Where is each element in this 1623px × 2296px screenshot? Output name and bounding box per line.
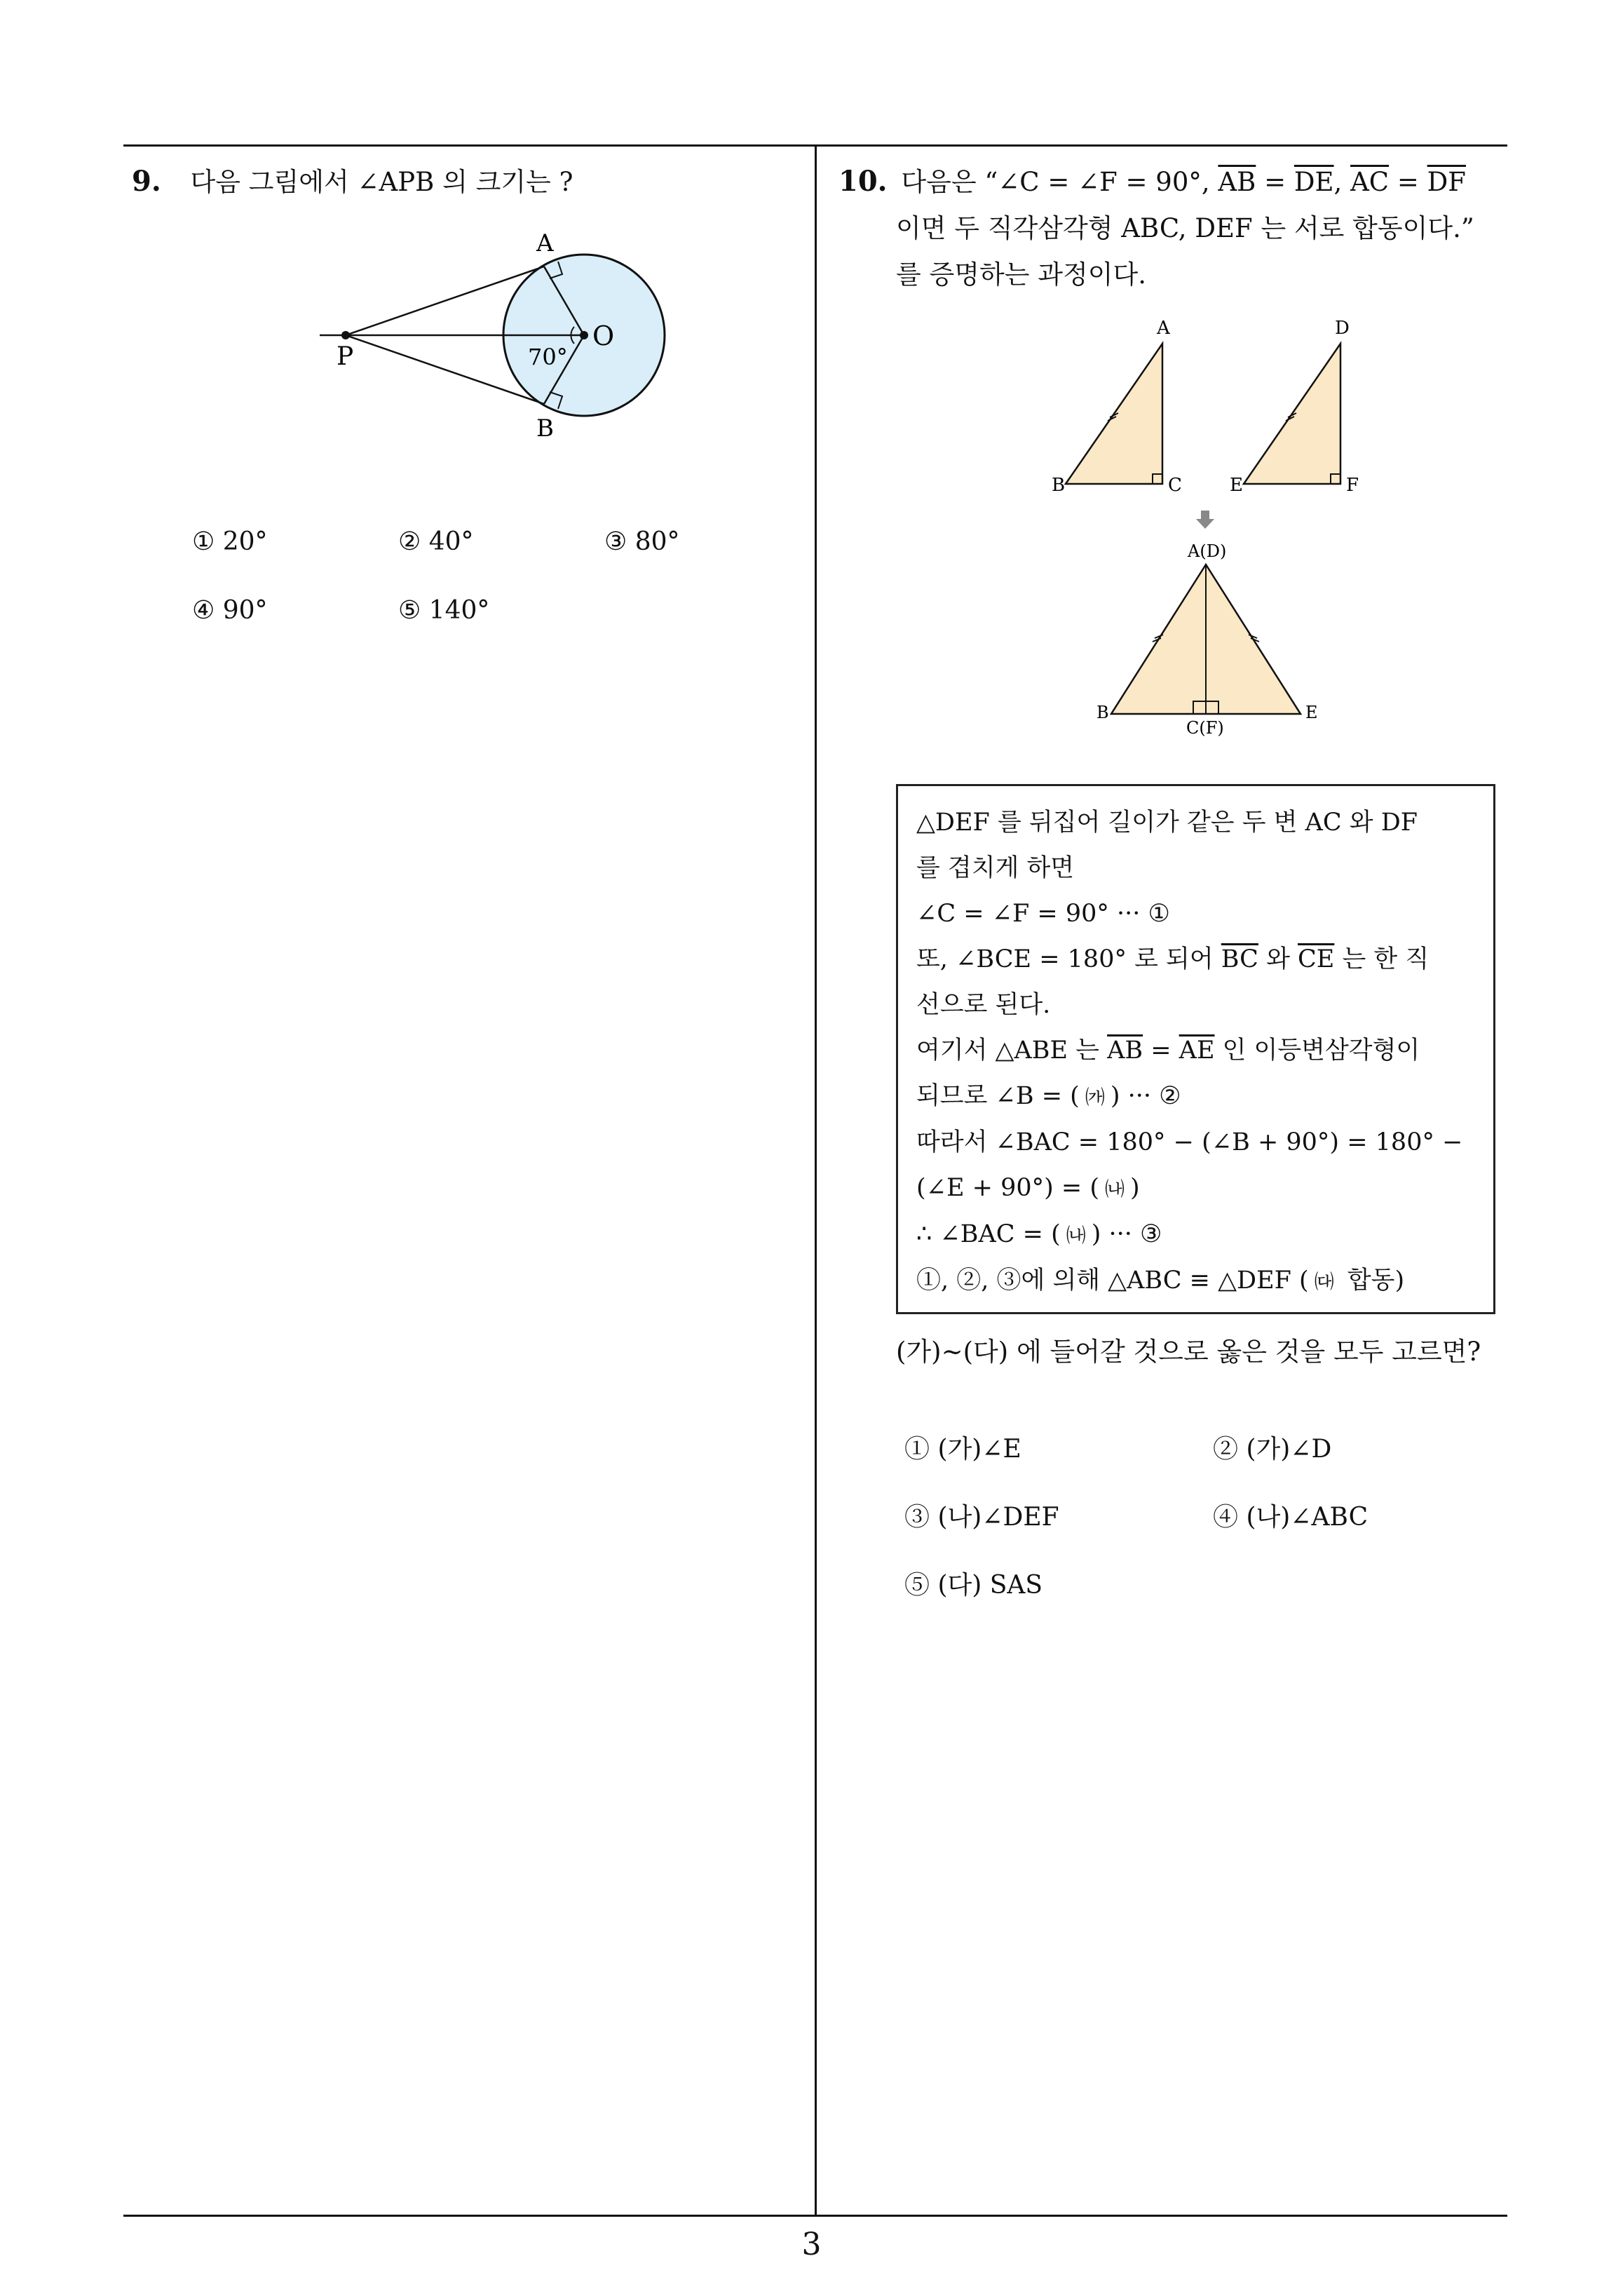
label-d: D — [1335, 318, 1350, 339]
stem-line-2: 이면 두 직각삼각형 ABC, DEF 는 서로 합동이다.” — [896, 213, 1474, 243]
choice-4[interactable]: ④ (나)∠ABC — [1213, 1503, 1369, 1532]
label-cf: C(F) — [1186, 718, 1224, 738]
proof-line-3: ∠C = ∠F = 90° ··· ① — [916, 900, 1170, 928]
label-a: A — [1157, 318, 1170, 339]
proof-line-1: △DEF 를 뒤집어 길이가 같은 두 변 AC 와 DF — [916, 809, 1418, 837]
proof-line-6 — [916, 1028, 1475, 1074]
choice-3[interactable]: ③ 80° — [604, 527, 680, 556]
question-10-prompt: (가)~(다) 에 들어갈 것으로 옳은 것을 모두 고르면? — [896, 1337, 1481, 1367]
proof-text: 인 이등변삼각형이 — [1214, 1036, 1420, 1065]
triangle-abc — [1066, 344, 1162, 484]
stem-line-3: 를 증명하는 과정이다. — [896, 259, 1146, 290]
label-p: P — [337, 342, 354, 371]
choice-4[interactable]: ④ 90° — [192, 596, 268, 625]
proof-text: = — [1143, 1036, 1179, 1065]
proof-text: ) ··· ② — [1110, 1082, 1181, 1110]
equals: = — [1389, 167, 1427, 197]
proof-text: ①, ②, ③에 의해 △ABC ≡ △DEF ( — [916, 1267, 1309, 1295]
segment-ac: $\overline{AC}$ — [1350, 167, 1390, 197]
question-10-stem — [838, 158, 1512, 298]
choice-5[interactable]: ⑤ (다) SAS — [904, 1571, 1043, 1600]
choice-2[interactable]: ② 40° — [398, 527, 474, 556]
segment-bc: $\overline{BC}$ — [1221, 945, 1258, 973]
segment-ab: $\overline{AB}$ — [1107, 1036, 1143, 1065]
blank-da: ㈐ — [1314, 1270, 1334, 1293]
bottom-rule — [123, 2215, 1507, 2217]
choice-5[interactable]: ⑤ 140° — [398, 596, 490, 625]
point-o — [580, 331, 588, 339]
blank-ga: ㈎ — [1085, 1086, 1105, 1109]
proof-line-10 — [916, 1212, 1475, 1258]
blank-na-2: ㈏ — [1066, 1224, 1086, 1247]
equals: = — [1256, 167, 1294, 197]
segment-ab: $\overline{AB}$ — [1218, 167, 1256, 197]
proof-text: 는 한 직 — [1334, 945, 1430, 973]
label-c: C — [1168, 475, 1182, 496]
column-divider — [815, 144, 817, 2217]
label-f: F — [1346, 475, 1359, 496]
page-number: 3 — [801, 2227, 822, 2262]
angle-label: 70° — [528, 344, 568, 370]
question-text: 다음 그림에서 ∠APB 의 크기는 ? — [190, 167, 573, 197]
proof-text: 또, ∠BCE = 180° 로 되어 — [916, 945, 1221, 973]
segment-df: $\overline{DF}$ — [1427, 167, 1466, 197]
proof-text: 여기서 △ABE 는 — [916, 1036, 1108, 1065]
q10-triangles-figure — [1038, 309, 1402, 743]
choice-1[interactable]: ① 20° — [192, 527, 268, 556]
proof-text: 되므로 ∠B = ( — [916, 1082, 1080, 1110]
comma: , — [1333, 167, 1351, 197]
label-ad: A(D) — [1188, 541, 1227, 561]
question-number: 10. — [838, 165, 888, 198]
proof-line-9 — [916, 1166, 1475, 1212]
proof-text: 합동) — [1339, 1267, 1405, 1295]
stem-text: 다음은 “∠C = ∠F = 90°, — [901, 167, 1218, 197]
segment-de: $\overline{DE}$ — [1293, 167, 1334, 197]
point-p — [341, 331, 350, 339]
proof-line-8: 따라서 ∠BAC = 180° − (∠B + 90°) = 180° − — [916, 1128, 1463, 1156]
label-e2: E — [1305, 703, 1318, 722]
label-b: B — [536, 414, 554, 443]
segment-ce: $\overline{CE}$ — [1298, 945, 1335, 973]
proof-box — [896, 784, 1495, 1314]
choice-3[interactable]: ③ (나)∠DEF — [904, 1503, 1059, 1532]
proof-text: 와 — [1258, 945, 1298, 973]
segment-ae: $\overline{AE}$ — [1179, 1036, 1215, 1065]
proof-line-7 — [916, 1074, 1475, 1120]
question-9-stem — [132, 158, 573, 205]
choice-2[interactable]: ② (가)∠D — [1213, 1435, 1332, 1464]
q9-tangent-circle-figure — [308, 224, 687, 456]
label-o: O — [592, 320, 615, 351]
proof-line-4 — [916, 937, 1475, 982]
question-number: 9. — [132, 165, 161, 198]
down-arrow-icon — [1196, 511, 1214, 529]
blank-na: ㈏ — [1105, 1177, 1125, 1201]
proof-text: (∠E + 90°) = ( — [916, 1174, 1100, 1202]
label-b2: B — [1096, 703, 1109, 722]
proof-line-2: 를 겹치게 하면 — [916, 854, 1075, 882]
proof-line-11 — [916, 1258, 1475, 1304]
triangle-def — [1244, 344, 1340, 484]
label-a: A — [536, 229, 554, 257]
proof-text: ) ··· ③ — [1091, 1220, 1162, 1248]
proof-text: ∴ ∠BAC = ( — [916, 1220, 1061, 1248]
choice-1[interactable]: ① (가)∠E — [904, 1435, 1021, 1464]
label-e: E — [1230, 475, 1243, 496]
label-b: B — [1052, 475, 1066, 496]
proof-text: ) — [1130, 1174, 1140, 1202]
stem-line-1 — [838, 158, 1512, 205]
proof-line-5: 선으로 된다. — [916, 991, 1051, 1019]
